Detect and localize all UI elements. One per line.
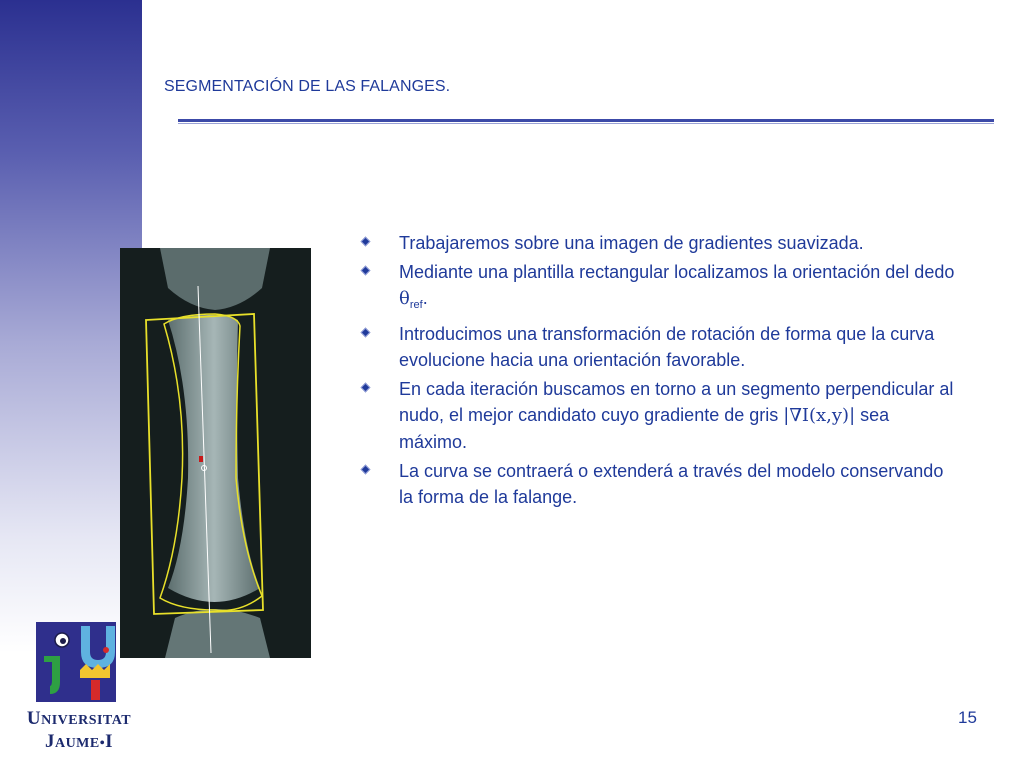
bullet-item: [360, 376, 960, 455]
logo-pupil: [60, 638, 66, 644]
subscript-ref: ref: [409, 299, 423, 311]
title-divider-shadow: [178, 123, 994, 124]
diamond-bullet-icon: [361, 328, 371, 338]
bullet-item: [360, 259, 960, 318]
phalanx-xray-image: [120, 248, 311, 658]
university-name-line2: JAUME•I: [44, 731, 114, 752]
bullet-text: Introducimos una transformación de rotación de forma que la curva evolucione hacia una orientación favorable.: [399, 324, 935, 370]
gradient-formula: |∇I(x,y)|: [783, 405, 856, 426]
bullet-list: [360, 230, 960, 513]
bullet-text-end: .: [422, 288, 428, 308]
page-number: 15: [958, 708, 977, 727]
university-name: [16, 708, 142, 754]
logo-red-dot: [103, 647, 109, 653]
theta-symbol: θ: [399, 288, 410, 309]
bullet-item: [360, 230, 960, 256]
university-logo-icon: [36, 622, 116, 702]
bullet-text: La curva se contraerá o extenderá a través del modelo conservando la forma de la falange.: [399, 461, 944, 507]
reference-point-marker: [199, 456, 203, 462]
bullet-text: Mediante una plantilla rectangular localizamos la orientación del dedo: [399, 262, 955, 282]
diamond-bullet-icon: [361, 266, 371, 276]
university-name-line1: UNIVERSITAT: [26, 708, 132, 729]
logo-red-bar: [91, 680, 100, 700]
bullet-text: En cada iteración buscamos en torno a un segmento perpendicular al nudo, el mejor candidato cuyo gradiente de gris: [399, 379, 954, 425]
bullet-item: [360, 458, 960, 510]
title-divider: [178, 119, 994, 122]
bullet-item: [360, 321, 960, 373]
diamond-bullet-icon: [361, 383, 371, 393]
slide-title: SEGMENTACIÓN DE LAS FALANGES.: [164, 78, 451, 95]
bullet-text-end: sea máximo.: [399, 405, 890, 452]
diamond-bullet-icon: [361, 237, 371, 247]
diamond-bullet-icon: [361, 465, 371, 475]
bullet-text: Trabajaremos sobre una imagen de gradientes suavizada.: [399, 233, 864, 253]
lower-bone-shape: [165, 609, 270, 658]
